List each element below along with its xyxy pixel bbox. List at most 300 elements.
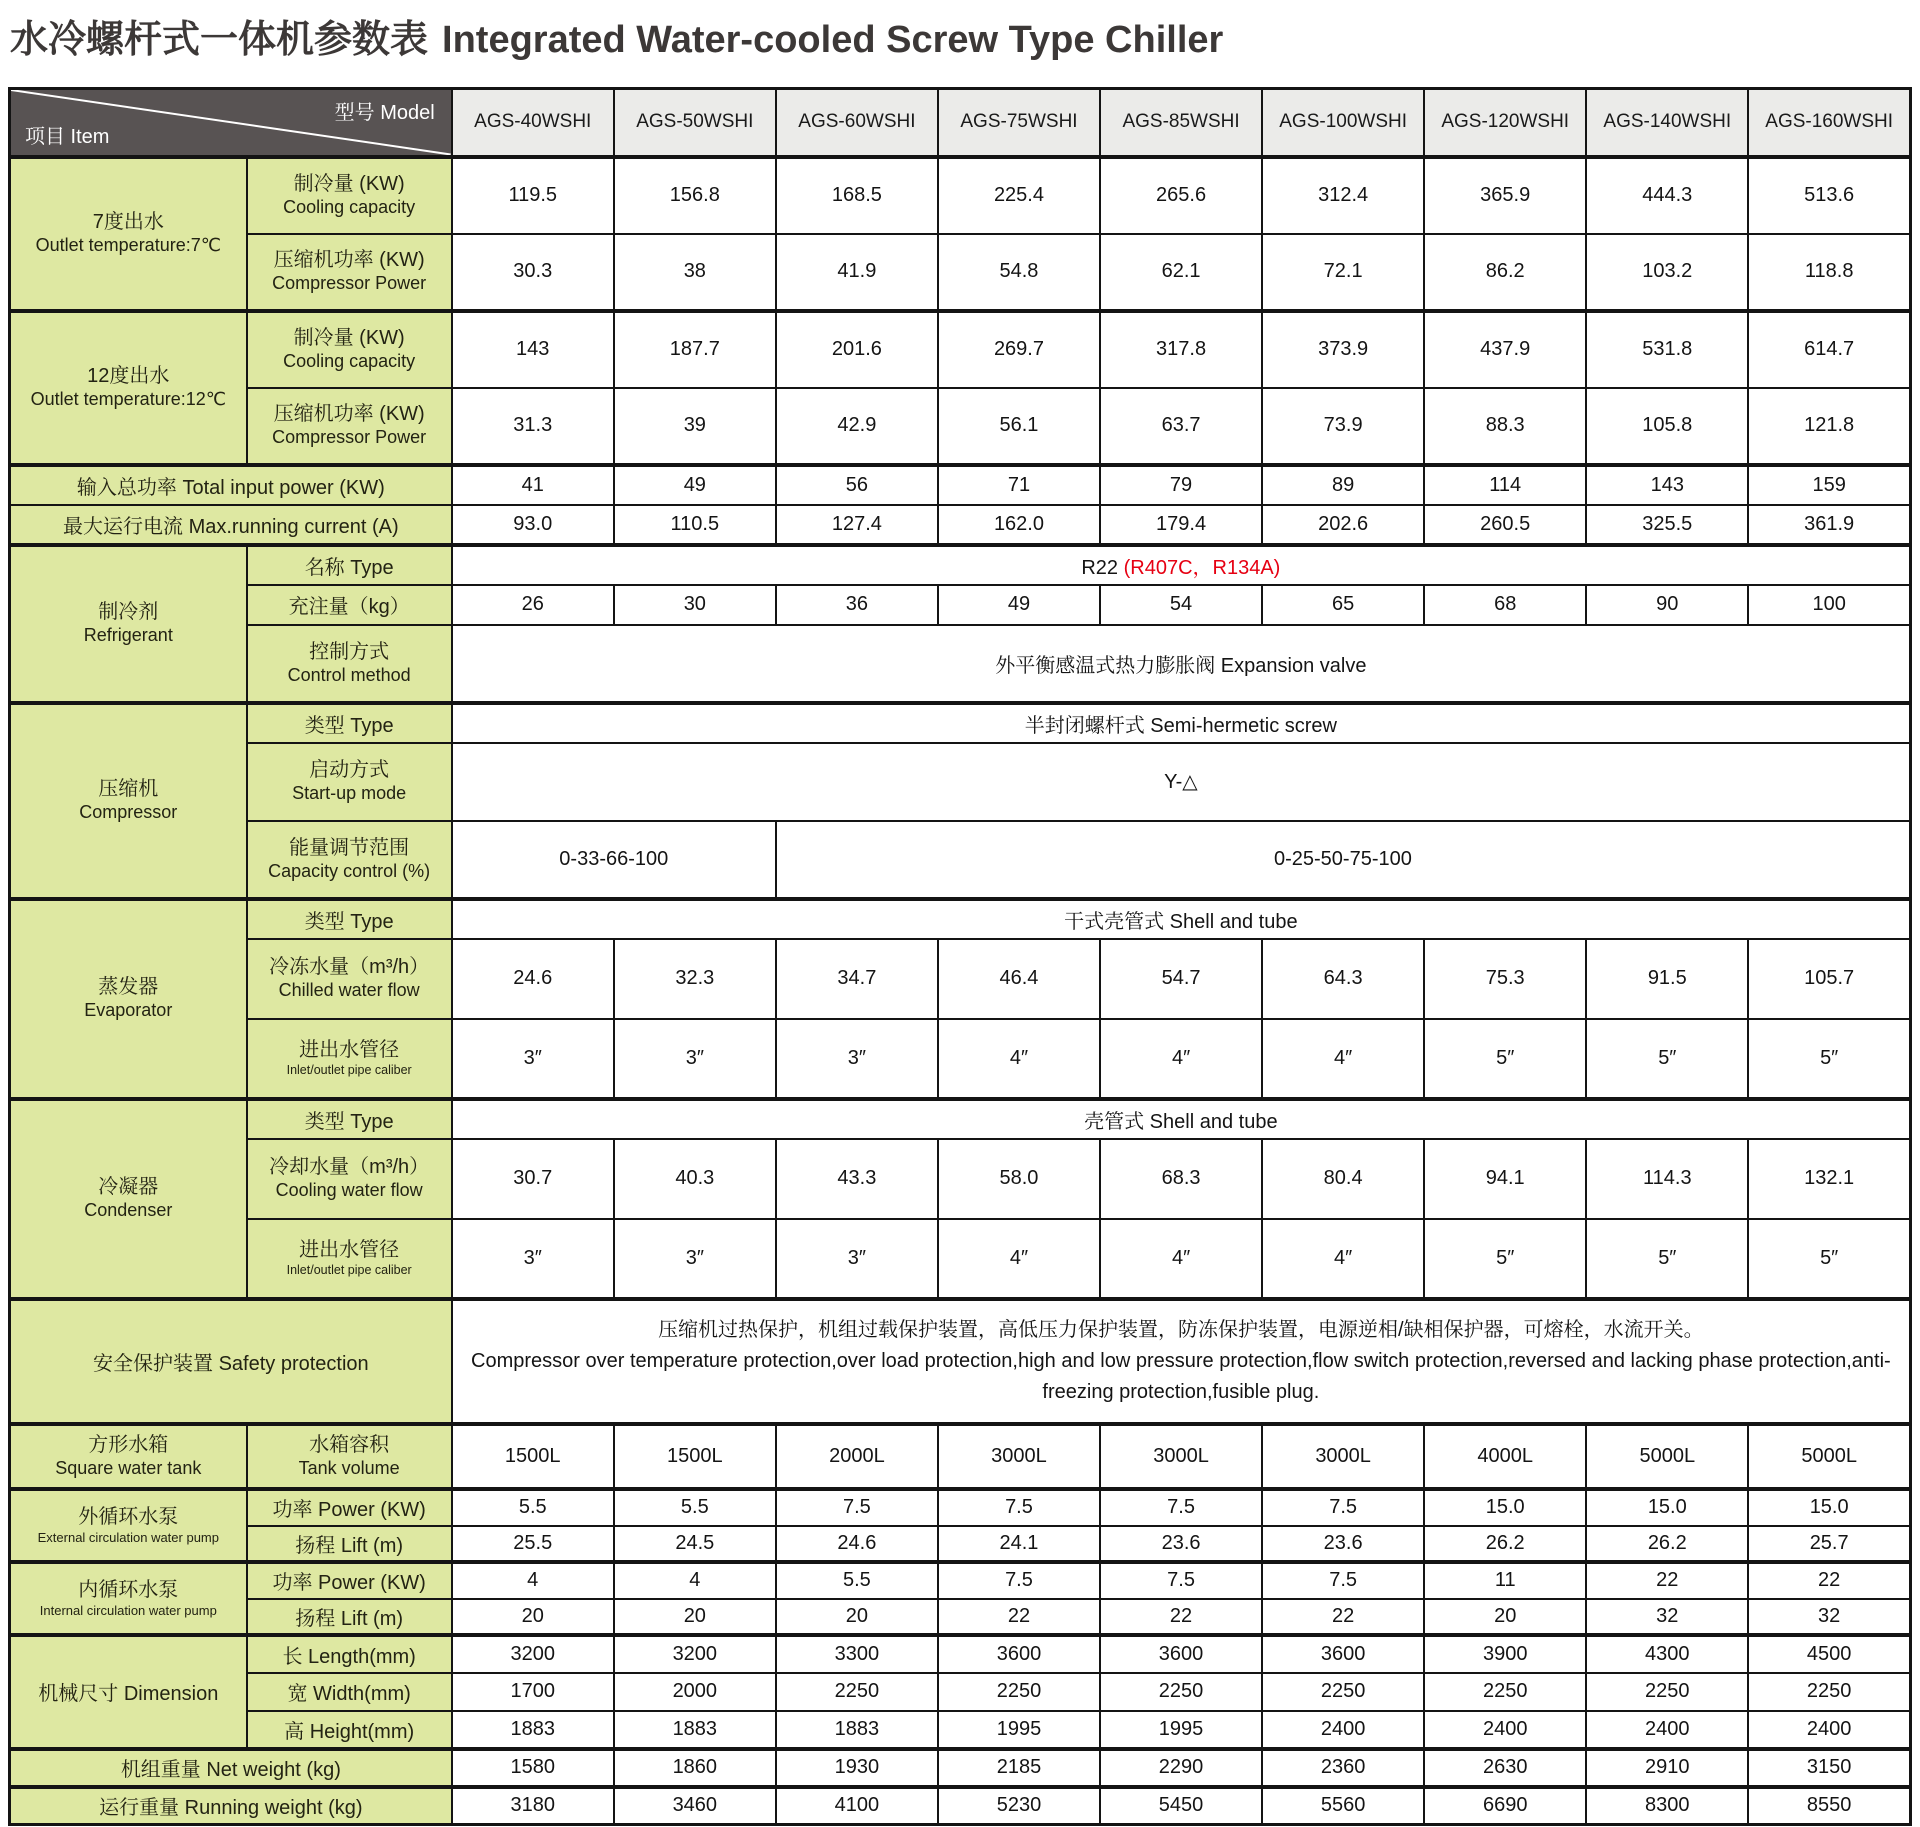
value-cell: 65 bbox=[1262, 585, 1424, 625]
value-cell: 5560 bbox=[1262, 1787, 1424, 1825]
group-label-dimension: 机械尺寸 Dimension bbox=[10, 1635, 247, 1749]
value-cell: 2290 bbox=[1100, 1749, 1262, 1787]
label-en: Outlet temperature:7℃ bbox=[35, 235, 221, 256]
value-cell: 1860 bbox=[614, 1749, 776, 1787]
value-cell: 26.2 bbox=[1586, 1526, 1748, 1562]
group-label-condenser bbox=[10, 1099, 247, 1299]
value-cell: 365.9 bbox=[1424, 157, 1586, 234]
label-zh: 内循环水泵 bbox=[78, 1578, 179, 1601]
label-zh: 压缩机功率 (KW) bbox=[273, 249, 425, 272]
value-cell: 2400 bbox=[1424, 1711, 1586, 1749]
sub-label-chilled-water-flow bbox=[247, 939, 452, 1019]
value-cell: 5000L bbox=[1586, 1424, 1748, 1489]
value-cell: 5000L bbox=[1748, 1424, 1910, 1489]
value-control-method: 外平衡感温式热力膨胀阀 Expansion valve bbox=[452, 625, 1911, 703]
value-cell: 265.6 bbox=[1100, 157, 1262, 234]
value-cell: 114.3 bbox=[1586, 1139, 1748, 1219]
label-zh: 压缩机功率 (KW) bbox=[273, 403, 425, 426]
model-column-header: AGS-60WSHI bbox=[776, 89, 938, 157]
value-cell: 34.7 bbox=[776, 939, 938, 1019]
value-cell: 31.3 bbox=[452, 388, 614, 465]
model-header-row bbox=[10, 89, 1911, 157]
value-cell: 114 bbox=[1424, 465, 1586, 505]
row-outlet7-cooling bbox=[10, 157, 1911, 234]
value-cell: 187.7 bbox=[614, 311, 776, 388]
label-en: Square water tank bbox=[55, 1457, 202, 1478]
value-cell: 32 bbox=[1586, 1599, 1748, 1635]
value-cell: 7.5 bbox=[1100, 1562, 1262, 1599]
value-cell: 56 bbox=[776, 465, 938, 505]
sub-label-width: 宽 Width(mm) bbox=[247, 1673, 452, 1711]
value-cell: 4″ bbox=[1100, 1219, 1262, 1299]
model-header-label: 型号 Model bbox=[334, 102, 435, 124]
value-cell: 3300 bbox=[776, 1635, 938, 1673]
value-cell: 2400 bbox=[1262, 1711, 1424, 1749]
value-cell: 3″ bbox=[776, 1219, 938, 1299]
label-total-input-power: 输入总功率 Total input power (KW) bbox=[10, 465, 452, 505]
value-cell: 156.8 bbox=[614, 157, 776, 234]
value-cell: 3″ bbox=[614, 1019, 776, 1099]
model-column-header: AGS-120WSHI bbox=[1424, 89, 1586, 157]
group-label-refrigerant bbox=[10, 545, 247, 703]
model-column-header: AGS-50WSHI bbox=[614, 89, 776, 157]
value-cell: 5″ bbox=[1586, 1219, 1748, 1299]
value-cell: 4″ bbox=[1262, 1019, 1424, 1099]
value-cell: 41 bbox=[452, 465, 614, 505]
value-cell: 49 bbox=[614, 465, 776, 505]
row-condenser-pipe bbox=[10, 1219, 1911, 1299]
value-cell: 3200 bbox=[452, 1635, 614, 1673]
label-en: Refrigerant bbox=[83, 625, 173, 646]
value-cell: 36 bbox=[776, 585, 938, 625]
value-cell: 7.5 bbox=[1262, 1489, 1424, 1526]
value-cell: 2250 bbox=[1100, 1673, 1262, 1711]
label-zh: 12度出水 bbox=[87, 365, 170, 388]
item-model-corner-cell bbox=[10, 89, 452, 157]
value-cell: 2910 bbox=[1586, 1749, 1748, 1787]
sub-label-int-pump-lift: 扬程 Lift (m) bbox=[247, 1599, 452, 1635]
safety-text-en: Compressor over temperature protection,over load protection,high and low pressure protection,flow switch protection,reversed and lacking phase protection,anti-freezing protection,fusible plug. bbox=[471, 1349, 1891, 1403]
sub-label-charge: 充注量（kg） bbox=[247, 585, 452, 625]
row-tank-volume bbox=[10, 1424, 1911, 1489]
group-label-outlet7 bbox=[10, 157, 247, 311]
value-cell: 22 bbox=[1748, 1562, 1910, 1599]
refrigerant-name: R22 bbox=[1081, 556, 1124, 579]
row-refrigerant-charge bbox=[10, 585, 1911, 625]
value-cell: 269.7 bbox=[938, 311, 1100, 388]
value-cell: 531.8 bbox=[1586, 311, 1748, 388]
sub-label-evaporator-pipe bbox=[247, 1019, 452, 1099]
value-cell: 1500L bbox=[614, 1424, 776, 1489]
sub-label-compressor-power bbox=[247, 388, 452, 465]
value-cell: 43.3 bbox=[776, 1139, 938, 1219]
value-cell: 26.2 bbox=[1424, 1526, 1586, 1562]
label-en: Cooling capacity bbox=[283, 351, 416, 372]
value-cell: 15.0 bbox=[1748, 1489, 1910, 1526]
label-net-weight: 机组重量 Net weight (kg) bbox=[10, 1749, 452, 1787]
value-cell: 119.5 bbox=[452, 157, 614, 234]
value-cell: 2250 bbox=[1586, 1673, 1748, 1711]
value-cell: 373.9 bbox=[1262, 311, 1424, 388]
label-en: Tank volume bbox=[298, 1457, 400, 1478]
label-zh: 制冷剂 bbox=[98, 601, 159, 624]
value-cell: 143 bbox=[1586, 465, 1748, 505]
value-cell: 312.4 bbox=[1262, 157, 1424, 234]
value-cell: 100 bbox=[1748, 585, 1910, 625]
model-column-header: AGS-40WSHI bbox=[452, 89, 614, 157]
label-en: Capacity control (%) bbox=[268, 860, 431, 881]
value-cell: 4500 bbox=[1748, 1635, 1910, 1673]
value-cell: 179.4 bbox=[1100, 505, 1262, 545]
value-cell: 2185 bbox=[938, 1749, 1100, 1787]
row-capacity-control bbox=[10, 821, 1911, 899]
row-cooling-water-flow bbox=[10, 1139, 1911, 1219]
value-cell: 7.5 bbox=[938, 1562, 1100, 1599]
value-cell: 4″ bbox=[938, 1219, 1100, 1299]
value-condenser-type: 壳管式 Shell and tube bbox=[452, 1099, 1911, 1139]
value-cell: 23.6 bbox=[1262, 1526, 1424, 1562]
value-startup-mode: Y-△ bbox=[452, 743, 1911, 821]
value-cell: 3460 bbox=[614, 1787, 776, 1825]
value-cell: 3900 bbox=[1424, 1635, 1586, 1673]
value-cell: 30.3 bbox=[452, 234, 614, 311]
value-cell: 614.7 bbox=[1748, 311, 1910, 388]
value-cell: 40.3 bbox=[614, 1139, 776, 1219]
value-cell: 121.8 bbox=[1748, 388, 1910, 465]
value-cell: 1883 bbox=[776, 1711, 938, 1749]
value-cell: 444.3 bbox=[1586, 157, 1748, 234]
value-cell: 4300 bbox=[1586, 1635, 1748, 1673]
value-cell: 1700 bbox=[452, 1673, 614, 1711]
value-cell: 132.1 bbox=[1748, 1139, 1910, 1219]
value-cell: 3″ bbox=[614, 1219, 776, 1299]
row-max-running-current bbox=[10, 505, 1911, 545]
sub-label-condenser-pipe bbox=[247, 1219, 452, 1299]
value-cell: 2250 bbox=[776, 1673, 938, 1711]
value-cell: 5450 bbox=[1100, 1787, 1262, 1825]
value-cell: 103.2 bbox=[1586, 234, 1748, 311]
value-cell: 75.3 bbox=[1424, 939, 1586, 1019]
label-zh: 7度出水 bbox=[92, 211, 164, 234]
value-cell: 1995 bbox=[1100, 1711, 1262, 1749]
value-cell: 20 bbox=[776, 1599, 938, 1635]
value-cell: 2000L bbox=[776, 1424, 938, 1489]
value-cell: 88.3 bbox=[1424, 388, 1586, 465]
row-ext-pump-power bbox=[10, 1489, 1911, 1526]
value-cell: 30.7 bbox=[452, 1139, 614, 1219]
value-cell: 22 bbox=[1262, 1599, 1424, 1635]
value-cell: 24.6 bbox=[452, 939, 614, 1019]
value-cell: 118.8 bbox=[1748, 234, 1910, 311]
value-cell: 3180 bbox=[452, 1787, 614, 1825]
sub-label-tank-volume bbox=[247, 1424, 452, 1489]
value-cell: 8550 bbox=[1748, 1787, 1910, 1825]
label-en: Start-up mode bbox=[292, 783, 407, 804]
value-cell: 5.5 bbox=[614, 1489, 776, 1526]
row-height bbox=[10, 1711, 1911, 1749]
row-refrigerant-type bbox=[10, 545, 1911, 585]
value-cell: 5.5 bbox=[776, 1562, 938, 1599]
value-cell: 72.1 bbox=[1262, 234, 1424, 311]
value-cell: 2250 bbox=[1748, 1673, 1910, 1711]
value-cell: 90 bbox=[1586, 585, 1748, 625]
value-cell: 202.6 bbox=[1262, 505, 1424, 545]
value-cell: 20 bbox=[452, 1599, 614, 1635]
value-cell: 5″ bbox=[1748, 1019, 1910, 1099]
sub-label-cooling-capacity bbox=[247, 157, 452, 234]
value-cell: 2250 bbox=[1262, 1673, 1424, 1711]
row-int-pump-lift bbox=[10, 1599, 1911, 1635]
value-cell: 3000L bbox=[1262, 1424, 1424, 1489]
value-cell: 3600 bbox=[938, 1635, 1100, 1673]
value-cell: 2250 bbox=[938, 1673, 1100, 1711]
value-cell: 2400 bbox=[1586, 1711, 1748, 1749]
label-zh: 外循环水泵 bbox=[78, 1505, 179, 1528]
value-safety-protection bbox=[452, 1299, 1911, 1424]
sub-label-refrigerant-type: 名称 Type bbox=[247, 545, 452, 585]
group-label-compressor bbox=[10, 703, 247, 899]
value-cell: 2400 bbox=[1748, 1711, 1910, 1749]
value-cell: 1883 bbox=[452, 1711, 614, 1749]
value-cell: 3200 bbox=[614, 1635, 776, 1673]
label-zh: 冷却水量（m³/h） bbox=[269, 1156, 430, 1179]
value-cell: 1883 bbox=[614, 1711, 776, 1749]
value-cell: 62.1 bbox=[1100, 234, 1262, 311]
value-cell: 110.5 bbox=[614, 505, 776, 545]
value-cell: 41.9 bbox=[776, 234, 938, 311]
value-cell: 3150 bbox=[1748, 1749, 1910, 1787]
value-cell: 7.5 bbox=[1100, 1489, 1262, 1526]
page-title bbox=[0, 0, 1920, 87]
sub-label-cooling-capacity bbox=[247, 311, 452, 388]
value-cell: 5230 bbox=[938, 1787, 1100, 1825]
value-cell: 24.6 bbox=[776, 1526, 938, 1562]
value-cell: 25.7 bbox=[1748, 1526, 1910, 1562]
value-cell: 361.9 bbox=[1748, 505, 1910, 545]
sub-label-compressor-power bbox=[247, 234, 452, 311]
value-cell: 1930 bbox=[776, 1749, 938, 1787]
value-cell: 32 bbox=[1748, 1599, 1910, 1635]
row-outlet12-power bbox=[10, 388, 1911, 465]
value-cell: 3″ bbox=[452, 1219, 614, 1299]
value-cell: 58.0 bbox=[938, 1139, 1100, 1219]
label-safety-protection: 安全保护装置 Safety protection bbox=[10, 1299, 452, 1424]
label-zh: 压缩机 bbox=[98, 778, 159, 801]
value-cell: 5.5 bbox=[452, 1489, 614, 1526]
label-en: Evaporator bbox=[84, 1000, 173, 1021]
value-cell: 93.0 bbox=[452, 505, 614, 545]
value-cell: 168.5 bbox=[776, 157, 938, 234]
value-cell: 1995 bbox=[938, 1711, 1100, 1749]
sub-label-condenser-type: 类型 Type bbox=[247, 1099, 452, 1139]
sub-label-compressor-type: 类型 Type bbox=[247, 703, 452, 743]
value-cell: 1500L bbox=[452, 1424, 614, 1489]
value-cell: 159 bbox=[1748, 465, 1910, 505]
value-cell: 22 bbox=[938, 1599, 1100, 1635]
value-cell: 54.7 bbox=[1100, 939, 1262, 1019]
value-cell: 4 bbox=[452, 1562, 614, 1599]
value-cell: 325.5 bbox=[1586, 505, 1748, 545]
label-en: Cooling capacity bbox=[283, 197, 416, 218]
value-cell: 513.6 bbox=[1748, 157, 1910, 234]
value-cell: 20 bbox=[1424, 1599, 1586, 1635]
value-cell: 71 bbox=[938, 465, 1100, 505]
row-int-pump-power bbox=[10, 1562, 1911, 1599]
value-cell: 4″ bbox=[1262, 1219, 1424, 1299]
label-running-weight: 运行重量 Running weight (kg) bbox=[10, 1787, 452, 1825]
value-cell: 2250 bbox=[1424, 1673, 1586, 1711]
sub-label-capacity-control bbox=[247, 821, 452, 899]
value-cell: 30 bbox=[614, 585, 776, 625]
value-cell: 56.1 bbox=[938, 388, 1100, 465]
value-cell: 46.4 bbox=[938, 939, 1100, 1019]
row-evaporator-pipe bbox=[10, 1019, 1911, 1099]
label-zh: 冷冻水量（m³/h） bbox=[269, 956, 430, 979]
model-column-header: AGS-85WSHI bbox=[1100, 89, 1262, 157]
label-en: Cooling water flow bbox=[275, 1180, 423, 1201]
value-cell: 20 bbox=[614, 1599, 776, 1635]
row-outlet12-cooling bbox=[10, 311, 1911, 388]
page-title-zh: 水冷螺杆式一体机参数表 bbox=[10, 19, 429, 61]
value-capacity-control-small: 0-33-66-100 bbox=[452, 821, 776, 899]
value-cell: 4 bbox=[614, 1562, 776, 1599]
label-max-running-current: 最大运行电流 Max.running current (A) bbox=[10, 505, 452, 545]
value-cell: 1580 bbox=[452, 1749, 614, 1787]
value-cell: 79 bbox=[1100, 465, 1262, 505]
value-cell: 2630 bbox=[1424, 1749, 1586, 1787]
sub-label-ext-pump-power: 功率 Power (KW) bbox=[247, 1489, 452, 1526]
row-outlet7-power bbox=[10, 234, 1911, 311]
value-cell: 24.5 bbox=[614, 1526, 776, 1562]
value-cell: 437.9 bbox=[1424, 311, 1586, 388]
value-cell: 86.2 bbox=[1424, 234, 1586, 311]
row-running-weight bbox=[10, 1787, 1911, 1825]
sub-label-ext-pump-lift: 扬程 Lift (m) bbox=[247, 1526, 452, 1562]
row-startup-mode bbox=[10, 743, 1911, 821]
label-zh: 进出水管径 bbox=[299, 1039, 400, 1061]
value-cell: 15.0 bbox=[1586, 1489, 1748, 1526]
label-en: Compressor Power bbox=[272, 273, 427, 294]
value-cell: 22 bbox=[1100, 1599, 1262, 1635]
row-chilled-water-flow bbox=[10, 939, 1911, 1019]
value-cell: 4″ bbox=[938, 1019, 1100, 1099]
value-cell: 5″ bbox=[1748, 1219, 1910, 1299]
value-compressor-type: 半封闭螺杆式 Semi-hermetic screw bbox=[452, 703, 1911, 743]
value-cell: 105.7 bbox=[1748, 939, 1910, 1019]
value-cell: 3600 bbox=[1262, 1635, 1424, 1673]
value-cell: 2000 bbox=[614, 1673, 776, 1711]
value-cell: 24.1 bbox=[938, 1526, 1100, 1562]
value-cell: 105.8 bbox=[1586, 388, 1748, 465]
sub-label-cooling-water-flow bbox=[247, 1139, 452, 1219]
label-en: Control method bbox=[287, 664, 411, 685]
page-title-en: Integrated Water-cooled Screw Type Chiller bbox=[442, 19, 1224, 61]
value-cell: 4100 bbox=[776, 1787, 938, 1825]
value-cell: 68 bbox=[1424, 585, 1586, 625]
row-evaporator-type bbox=[10, 899, 1911, 939]
value-cell: 225.4 bbox=[938, 157, 1100, 234]
value-cell: 162.0 bbox=[938, 505, 1100, 545]
value-cell: 26 bbox=[452, 585, 614, 625]
value-refrigerant-type bbox=[452, 545, 1911, 585]
value-cell: 201.6 bbox=[776, 311, 938, 388]
group-label-water-tank bbox=[10, 1424, 247, 1489]
value-cell: 89 bbox=[1262, 465, 1424, 505]
label-zh: 冷凝器 bbox=[98, 1176, 159, 1199]
value-cell: 38 bbox=[614, 234, 776, 311]
spec-table bbox=[8, 87, 1912, 1826]
value-cell: 127.4 bbox=[776, 505, 938, 545]
value-cell: 2360 bbox=[1262, 1749, 1424, 1787]
sub-label-control-method bbox=[247, 625, 452, 703]
group-label-ext-pump bbox=[10, 1489, 247, 1562]
label-en: Compressor Power bbox=[272, 427, 427, 448]
label-en: Inlet/outlet pipe caliber bbox=[286, 1063, 412, 1077]
value-cell: 54 bbox=[1100, 585, 1262, 625]
label-zh: 制冷量 (KW) bbox=[293, 327, 405, 350]
row-width bbox=[10, 1673, 1911, 1711]
value-cell: 3000L bbox=[1100, 1424, 1262, 1489]
value-cell: 7.5 bbox=[1262, 1562, 1424, 1599]
row-safety-protection bbox=[10, 1299, 1911, 1424]
value-cell: 49 bbox=[938, 585, 1100, 625]
value-cell: 260.5 bbox=[1424, 505, 1586, 545]
value-cell: 3″ bbox=[452, 1019, 614, 1099]
row-length bbox=[10, 1635, 1911, 1673]
value-cell: 94.1 bbox=[1424, 1139, 1586, 1219]
group-label-evaporator bbox=[10, 899, 247, 1099]
label-zh: 水箱容积 bbox=[309, 1433, 390, 1456]
value-cell: 143 bbox=[452, 311, 614, 388]
row-compressor-type bbox=[10, 703, 1911, 743]
safety-text-zh: 压缩机过热保护，机组过载保护装置，高低压力保护装置，防冻保护装置，电源逆相/缺相保护器，可熔栓，水流开关。 bbox=[658, 1318, 1704, 1341]
value-cell: 68.3 bbox=[1100, 1139, 1262, 1219]
value-cell: 3000L bbox=[938, 1424, 1100, 1489]
value-cell: 11 bbox=[1424, 1562, 1586, 1599]
value-cell: 6690 bbox=[1424, 1787, 1586, 1825]
label-zh: 制冷量 (KW) bbox=[293, 173, 405, 196]
value-cell: 5″ bbox=[1424, 1219, 1586, 1299]
row-control-method bbox=[10, 625, 1911, 703]
value-cell: 32.3 bbox=[614, 939, 776, 1019]
value-cell: 80.4 bbox=[1262, 1139, 1424, 1219]
value-cell: 73.9 bbox=[1262, 388, 1424, 465]
model-column-header: AGS-160WSHI bbox=[1748, 89, 1910, 157]
value-cell: 39 bbox=[614, 388, 776, 465]
label-en: Outlet temperature:12℃ bbox=[30, 389, 226, 410]
label-en: External circulation water pump bbox=[37, 1529, 219, 1545]
value-cell: 64.3 bbox=[1262, 939, 1424, 1019]
model-column-header: AGS-100WSHI bbox=[1262, 89, 1424, 157]
label-zh: 方形水箱 bbox=[88, 1433, 169, 1456]
value-cell: 23.6 bbox=[1100, 1526, 1262, 1562]
label-en: Compressor bbox=[79, 802, 178, 823]
value-cell: 4000L bbox=[1424, 1424, 1586, 1489]
value-cell: 42.9 bbox=[776, 388, 938, 465]
row-ext-pump-lift bbox=[10, 1526, 1911, 1562]
value-cell: 5″ bbox=[1586, 1019, 1748, 1099]
sub-label-height: 高 Height(mm) bbox=[247, 1711, 452, 1749]
value-cell: 25.5 bbox=[452, 1526, 614, 1562]
value-cell: 5″ bbox=[1424, 1019, 1586, 1099]
item-header-label: 项目 Item bbox=[25, 125, 110, 148]
sub-label-evaporator-type: 类型 Type bbox=[247, 899, 452, 939]
row-net-weight bbox=[10, 1749, 1911, 1787]
model-column-header: AGS-140WSHI bbox=[1586, 89, 1748, 157]
value-capacity-control-large: 0-25-50-75-100 bbox=[776, 821, 1911, 899]
label-en: Chilled water flow bbox=[278, 980, 420, 1001]
value-cell: 22 bbox=[1586, 1562, 1748, 1599]
